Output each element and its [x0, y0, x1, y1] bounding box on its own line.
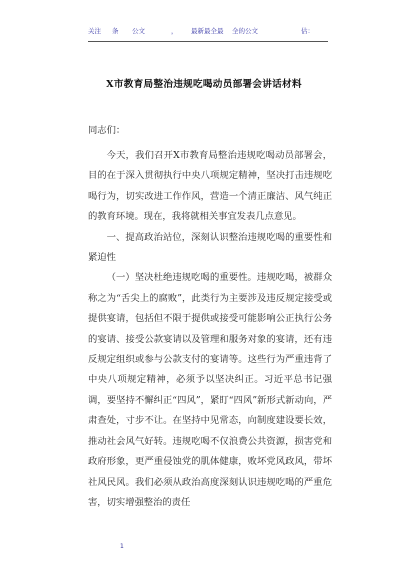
header-text: 条	[112, 27, 119, 35]
body-paragraph: 今天，我们召开X市教育局整治违规吃喝动员部署会，目的在于深入贯彻执行中央八项规定精神，坚决打击违规吃喝行为，切实改进工作作风，营造一个清正廉洁、风气纯正的教育环境。现在，我将就相关事宜发表几点意见。	[88, 150, 332, 223]
header-divider	[88, 41, 328, 42]
document-title: X市教育局整治违规吃喝动员部署会讲话材料	[106, 79, 302, 90]
header-text: 关注	[88, 27, 101, 35]
header-text: ，	[171, 27, 178, 35]
header-text: 估：	[301, 27, 314, 35]
page-header	[88, 26, 328, 40]
section-heading: 一、提高政治站位，深刻认识整治违规吃喝的重要性和紧迫性	[88, 231, 332, 264]
header-text: 公文	[132, 27, 145, 35]
document-body	[88, 121, 332, 513]
page-number: 1	[120, 543, 124, 550]
header-text: 全的公文	[232, 27, 258, 35]
header-text: 最新最全最	[191, 27, 224, 35]
body-paragraph: （一）坚决杜绝违规吃喝的重要性。违规吃喝，被群众称之为“舌尖上的腐败”，此类行为主要涉及违反规定接受或提供宴请，包括但不限于提供或接受可能影响公正执行公务的宴请、接受公款宴请以及管理和服务对象的宴请，还有违反规定组织或参与公款支付的宴请等。这些行为严重违背了中央八项规定精神，必须予以坚决纠正。习近平总书记强调，要坚持不懈纠正“四风”，紧盯“四风”新形式新动向，严肃查处，寸步不让。在坚持中见常态，向制度建设要长效，推动社会风气好转。违规吃喝不仅浪费公共资源，损害党和政府形象，更严重侵蚀党的肌体健康，败坏党风政风，带坏社风民风。我们必须从政治高度深刻认识违规吃喝的严重危害，切实增强整治的责任	[88, 272, 332, 508]
salutation: 同志们：	[88, 125, 126, 136]
